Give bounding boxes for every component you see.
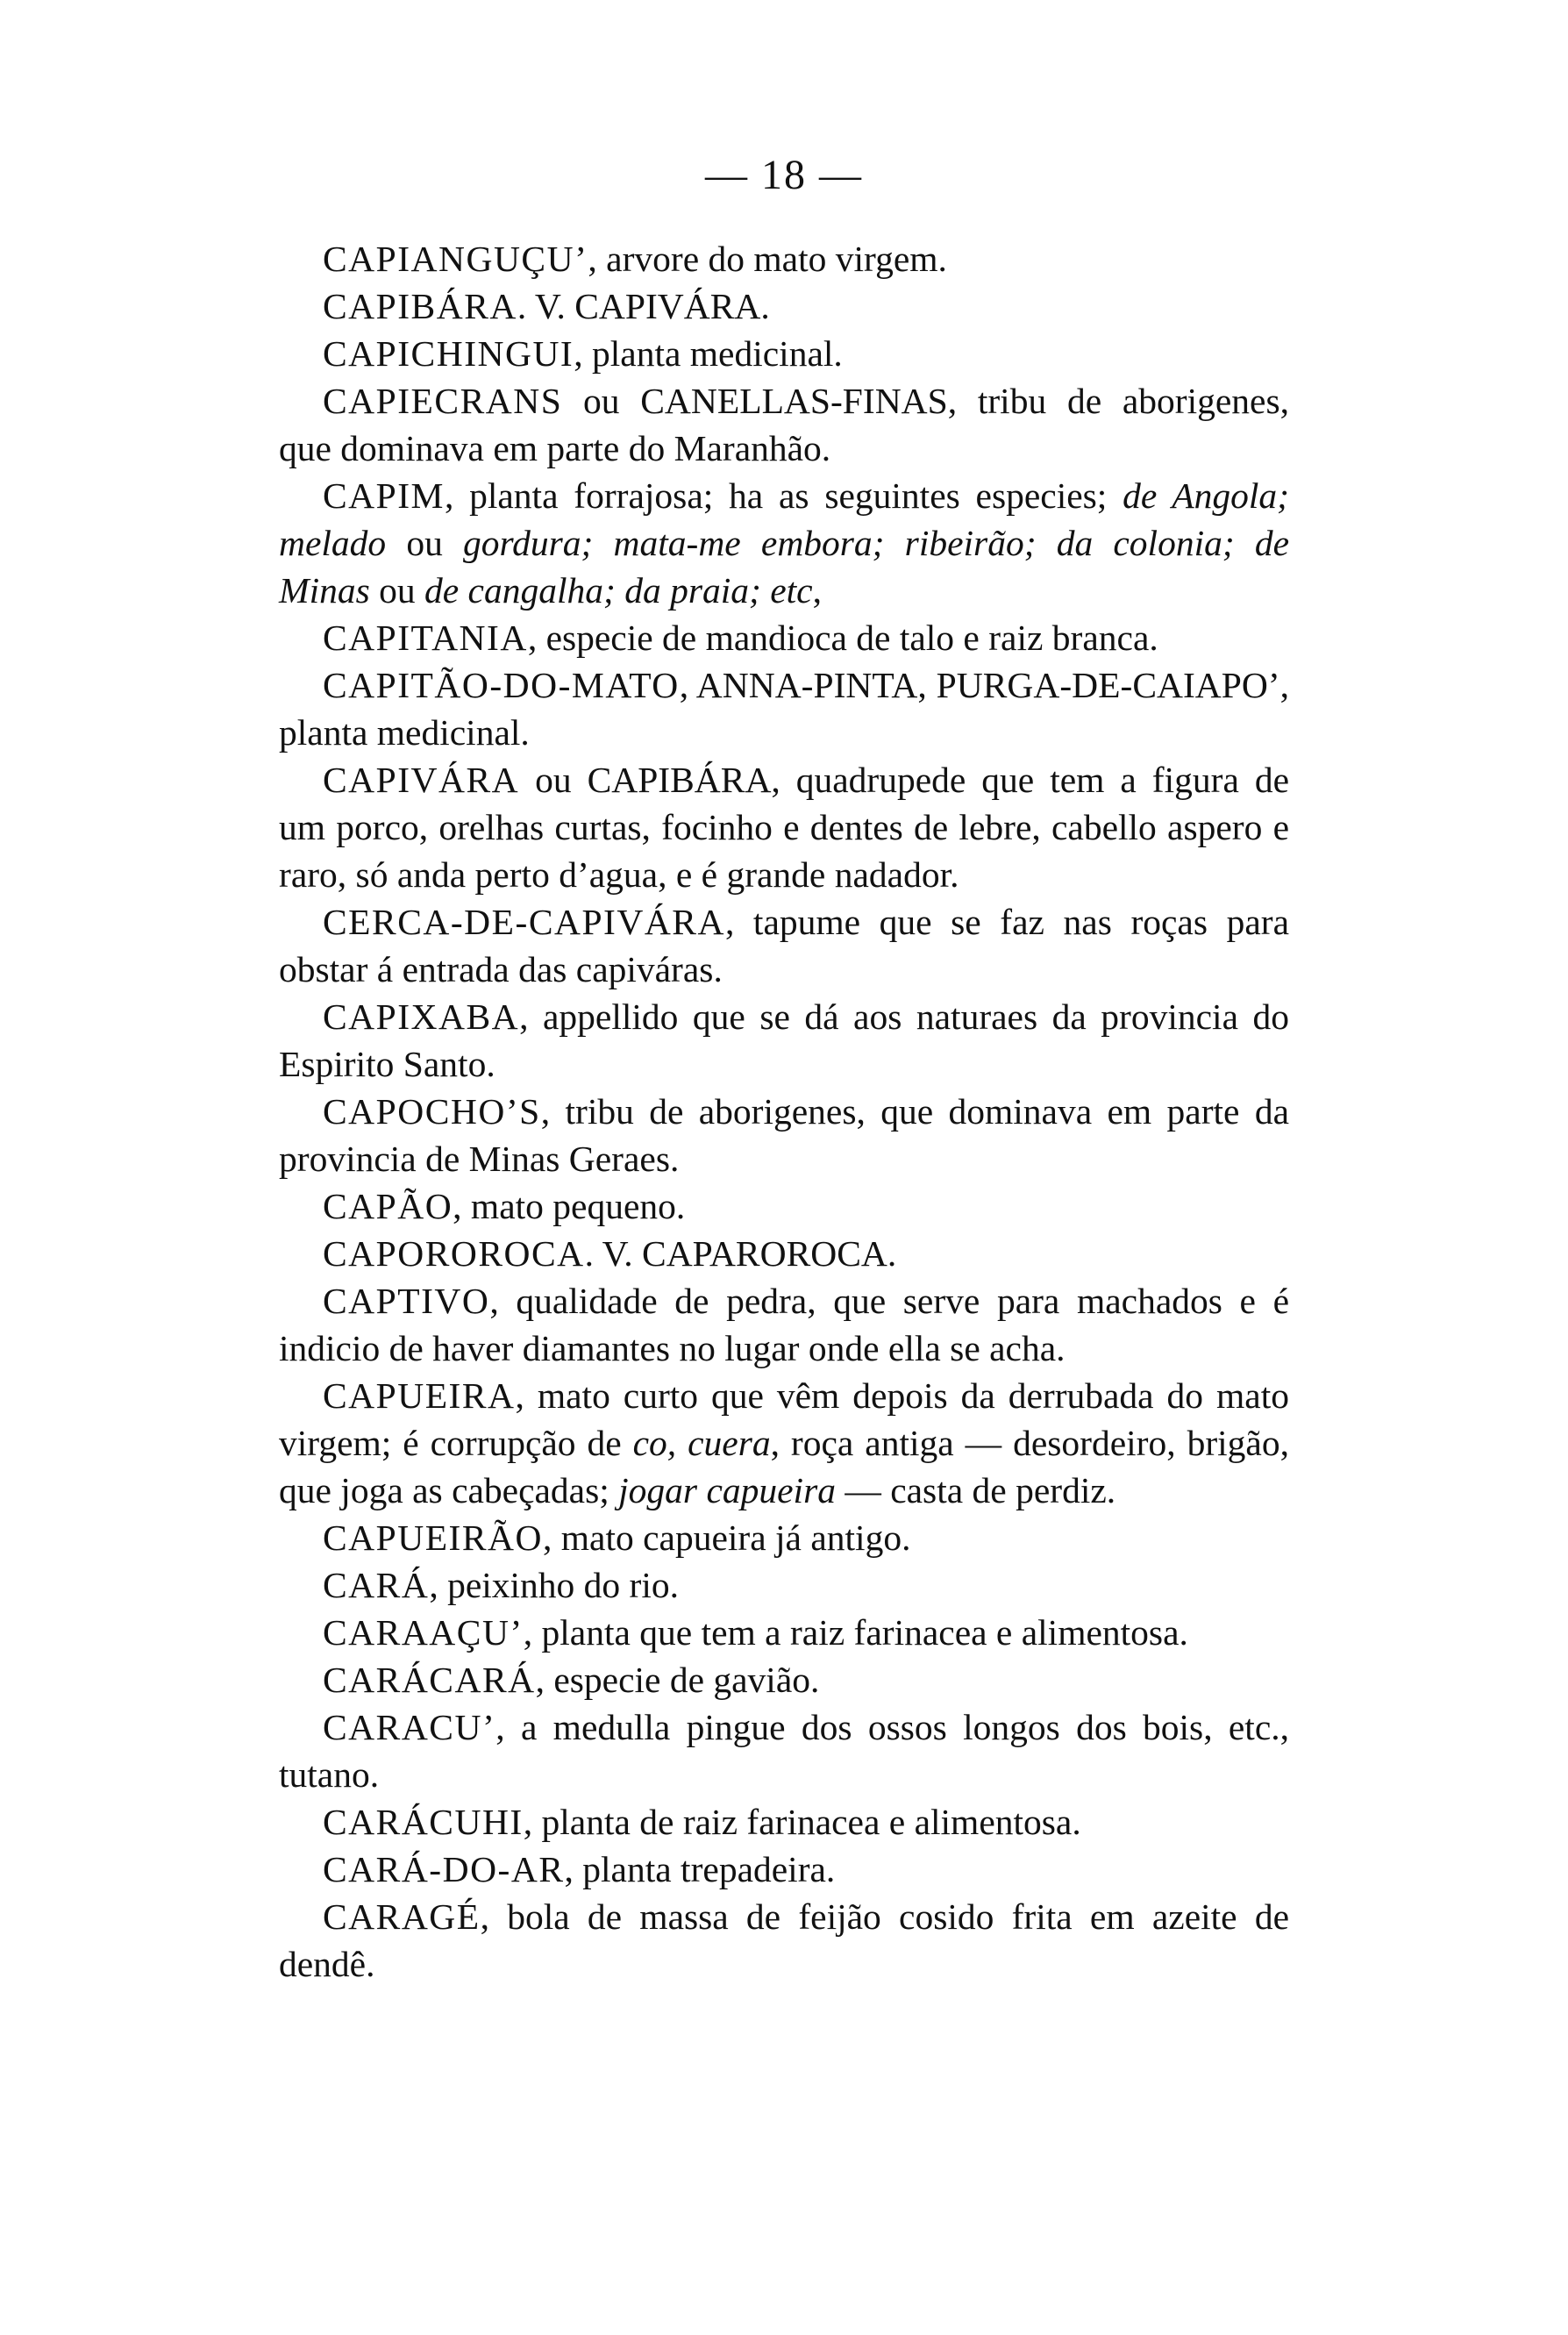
entry-text: , tribu de aborigenes, que dominava em parte da provincia de Minas Geraes.: [279, 1091, 1289, 1179]
entry-headword: CAPIANGUÇU’: [323, 239, 588, 279]
entry: [279, 377, 1289, 472]
entry-text: , planta medicinal.: [574, 333, 843, 374]
entry-headword: CARAAÇU’: [323, 1612, 524, 1653]
entry-headword: CAPIVÁRA: [323, 760, 520, 800]
entry-text: , mato pequeno.: [453, 1186, 686, 1226]
entry-text: , planta trepadeira.: [564, 1849, 836, 1889]
entry-text: , planta de raiz farinacea e alimentosa.: [523, 1802, 1081, 1842]
entry-text: ou CANELLAS-FINAS, tribu de aborigenes, que dominava em parte do Maranhão.: [279, 381, 1289, 468]
entry-headword: CAPOROROCA: [323, 1233, 585, 1274]
entry: [279, 235, 1289, 282]
entry-text: . V. CAPIVÁRA.: [517, 286, 770, 326]
entry-headword: CARAGÉ: [323, 1896, 481, 1937]
entry-text: , a medulla pingue dos ossos longos dos bois, etc., tutano.: [279, 1707, 1289, 1795]
entry: [279, 661, 1289, 756]
entry-text: , especie de mandioca de talo e raiz branca.: [527, 618, 1158, 658]
entry: [279, 282, 1289, 330]
entry: [279, 330, 1289, 377]
entry-italic: de Angola; melado: [279, 475, 1289, 563]
entry: [279, 1277, 1289, 1372]
entry: [279, 1798, 1289, 1846]
entry-text: , appellido que se dá aos naturaes da provincia do Espirito Santo.: [279, 996, 1289, 1084]
entry-text: , planta que tem a raiz farinacea e alimentosa.: [523, 1612, 1188, 1653]
entry-headword: CAPITÃO-DO-MATO: [323, 665, 680, 705]
entry-headword: CAPÃO: [323, 1186, 453, 1226]
entry: [279, 1372, 1289, 1514]
entry-headword: CAPUEIRA: [323, 1375, 516, 1416]
entry-text: ou: [369, 570, 424, 611]
entry-headword: CARÁ-DO-AR: [323, 1849, 565, 1889]
entry: [279, 756, 1289, 898]
entry-text: , bola de massa de feijão cosido frita em azeite de dendê.: [279, 1896, 1289, 1984]
entry: [279, 898, 1289, 993]
entry: [279, 472, 1289, 614]
entry-list: [279, 235, 1289, 1988]
entry: [279, 1561, 1289, 1609]
entry-text: , mato curto que vêm depois da derrubada do mato virgem; é corrupção de: [279, 1375, 1289, 1463]
page-number: — 18 —: [705, 152, 863, 198]
entry-headword: CARACU’: [323, 1707, 496, 1747]
entry-italic: co, cuera: [632, 1423, 771, 1463]
entry-italic: de cangalha; da praia; etc: [424, 570, 813, 611]
entry-text: ou CAPIBÁRA, quadrupede que tem a figura de um porco, orelhas curtas, focinho e dentes de lebre, cabello aspero e raro, só anda perto d’agua, e é grande nadador.: [279, 760, 1289, 895]
entry-headword: CAPOCHO’S: [323, 1091, 541, 1132]
entry-headword: CAPUEIRÃO: [323, 1517, 543, 1558]
entry-italic: jogar capueira: [618, 1470, 836, 1510]
entry-text: , mato capueira já antigo.: [543, 1517, 911, 1558]
entry: [279, 1893, 1289, 1988]
entry: [279, 1182, 1289, 1230]
entry-text: , arvore do mato virgem.: [588, 239, 947, 279]
entry-headword: CAPTIVO: [323, 1281, 490, 1321]
entry-text: , roça antiga — desordeiro, brigão, que joga as cabeçadas;: [279, 1423, 1289, 1510]
entry: [279, 614, 1289, 661]
entry-italic: gordura; mata-me embora; ribeirão; da colonia; de Minas: [279, 523, 1290, 611]
entry: [279, 1230, 1289, 1277]
entry-headword: CERCA-DE-CAPIVÁRA: [323, 902, 725, 942]
entry-text: ou: [386, 523, 464, 563]
entry: [279, 993, 1289, 1088]
entry: [279, 1703, 1289, 1798]
entry-headword: CAPIBÁRA: [323, 286, 517, 326]
entry-text: — casta de perdiz.: [835, 1470, 1116, 1510]
entry-text: , tapume que se faz nas roças para obstar á entrada das capiváras.: [279, 902, 1289, 989]
entry-headword: CAPIXABA: [323, 996, 520, 1037]
entry-text: , especie de gavião.: [535, 1660, 820, 1700]
entry-text: . V. CAPAROROCA.: [584, 1233, 897, 1274]
entry-text: , planta forrajosa; ha as seguintes especies;: [444, 475, 1123, 516]
entry-text: , peixinho do rio.: [429, 1565, 680, 1605]
entry: [279, 1514, 1289, 1561]
entry-text: , qualidade de pedra, que serve para machados e é indicio de haver diamantes no lugar onde ella se acha.: [279, 1281, 1289, 1368]
entry-headword: CAPIM: [323, 475, 445, 516]
entry: [279, 1656, 1289, 1703]
entry: [279, 1846, 1289, 1893]
entry-headword: CARÁCUHI: [323, 1802, 524, 1842]
entry-headword: CARÁ: [323, 1565, 430, 1605]
entry-headword: CAPIECRANS: [323, 381, 563, 421]
entry-text: ,: [812, 570, 822, 611]
entry-headword: CAPITANIA: [323, 618, 528, 658]
entry: [279, 1609, 1289, 1656]
entry-headword: CAPICHINGUI: [323, 333, 574, 374]
entry-text: , ANNA-PINTA, PURGA-DE-CAIAPO’, planta medicinal.: [279, 665, 1289, 753]
entry-headword: CARÁCARÁ: [323, 1660, 536, 1700]
entry: [279, 1088, 1289, 1182]
